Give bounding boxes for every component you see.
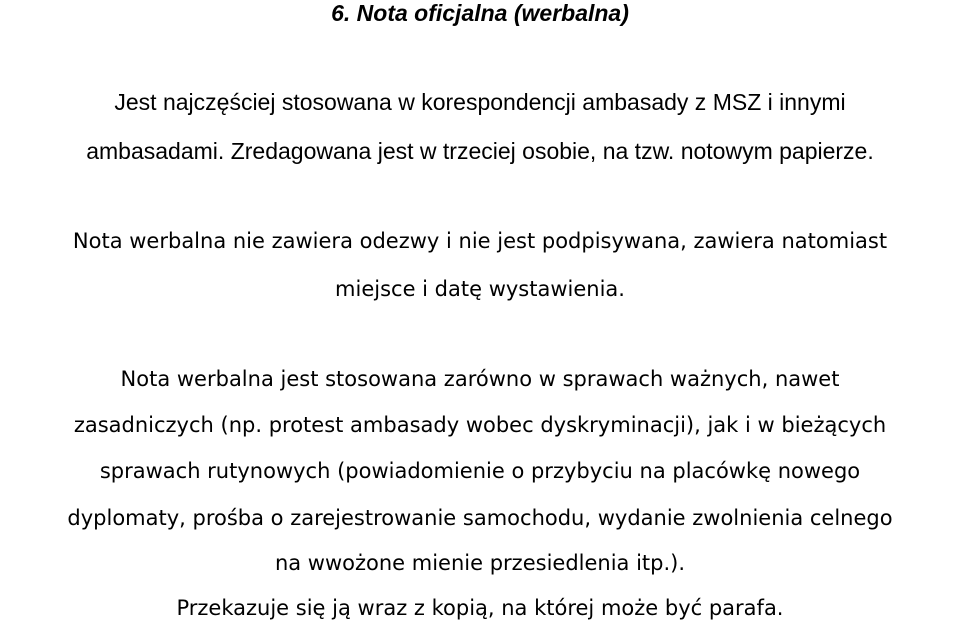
paragraph-line: na wwożone mienie przesiedlenia itp.). — [274, 551, 686, 575]
paragraph-line: dyplomaty, prośba o zarejestrowanie samochodu, wydanie zwolnienia celnego — [67, 506, 893, 530]
paragraph-line: miejsce i datę wystawienia. — [335, 277, 625, 301]
paragraph-line: Nota werbalna jest stosowana zarówno w sprawach ważnych, nawet — [120, 367, 840, 391]
paragraph-line: zasadniczych (np. protest ambasady wobec dyskryminacji), jak i w bieżących — [73, 413, 887, 437]
paragraph-line: sprawach rutynowych (powiadomienie o przybyciu na placówkę nowego — [99, 459, 861, 483]
page-title: 6. Nota oficjalna (werbalna) — [331, 0, 629, 26]
paragraph-line: Nota werbalna nie zawiera odezwy i nie jest podpisywana, zawiera natomiast — [72, 229, 888, 253]
paragraph-line: Jest najczęściej stosowana w korespondencji ambasady z MSZ i innymi — [114, 89, 846, 115]
paragraph-line: Przekazuje się ją wraz z kopią, na której może być parafa. — [176, 596, 784, 620]
paragraph-line: ambasadami. Zredagowana jest w trzeciej osobie, na tzw. notowym papierze. — [86, 138, 874, 164]
